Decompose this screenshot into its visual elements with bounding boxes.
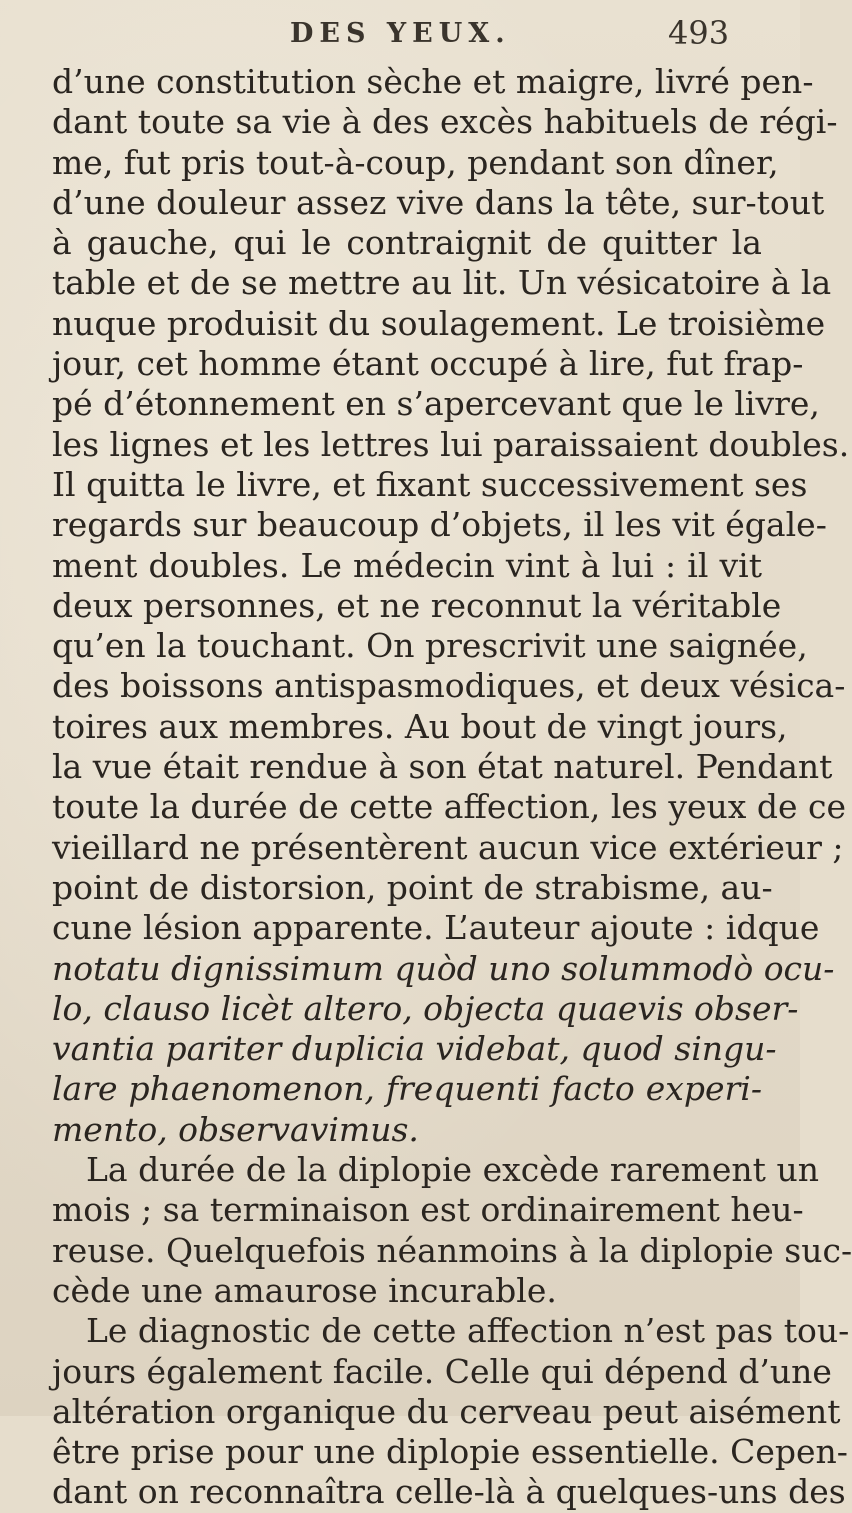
- latin-quote-line: notatu dignissimum quòd uno solummodò ocu-: [52, 948, 835, 988]
- text-line: jours également facile. Celle qui dépend d’une: [52, 1351, 832, 1391]
- text-line: être prise pour une diplopie essentielle. Cepen-: [52, 1432, 848, 1472]
- latin-quote-line: mento, observavimus.: [52, 1109, 419, 1149]
- running-head: [0, 14, 800, 54]
- text-line: altération organique du cerveau peut aisément: [52, 1391, 841, 1431]
- text-line: d’une douleur assez vive dans la tête, sur-tout: [52, 182, 825, 222]
- text-line: nuque produisit du soulagement. Le troisième: [52, 303, 826, 343]
- text-line: à gauche, qui le contraignit de quitter la: [52, 223, 762, 263]
- text-line: regards sur beaucoup d’objets, il les vit égale-: [52, 505, 827, 545]
- page-number: 493: [668, 14, 730, 52]
- text-line: Il quitta le livre, et fixant successivement ses: [52, 464, 808, 504]
- body-text: [52, 62, 852, 1513]
- text-line: dant on reconnaîtra celle-là à quelques-uns des: [52, 1472, 846, 1512]
- text-line: des boissons antispasmodiques, et deux vésica-: [52, 666, 846, 706]
- text-line: reuse. Quelquefois néanmoins à la diplopie suc-: [52, 1230, 852, 1270]
- text-line: jour, cet homme étant occupé à lire, fut frap-: [52, 344, 804, 384]
- text-line: la vue était rendue à son état naturel. Pendant: [52, 747, 833, 787]
- text-line: mois ; sa terminaison est ordinairement heu-: [52, 1190, 804, 1230]
- latin-quote-line: vantia pariter duplicia videbat, quod singu-: [52, 1029, 777, 1069]
- text-line: vieillard ne présentèrent aucun vice extérieur ;: [52, 827, 844, 867]
- text-line: toute la durée de cette affection, les yeux de ce: [52, 787, 847, 827]
- running-head-title: DES YEUX.: [290, 18, 511, 49]
- paragraph-start-line: Le diagnostic de cette affection n’est pas tou-: [86, 1311, 850, 1351]
- text-line: cune lésion apparente. L’auteur ajoute : idque: [52, 908, 820, 948]
- text-line: d’une constitution sèche et maigre, livré pen-: [52, 62, 814, 101]
- paragraph-start-line: La durée de la diplopie excède rarement un: [86, 1150, 819, 1190]
- text-line: toires aux membres. Au bout de vingt jours,: [52, 706, 788, 746]
- text-line: les lignes et les lettres lui paraissaient doubles.: [52, 424, 850, 464]
- text-line: ment doubles. Le médecin vint à lui : il vit: [52, 545, 762, 585]
- text-line: point de distorsion, point de strabisme, au-: [52, 867, 773, 907]
- text-line: me, fut pris tout-à-coup, pendant son dîner,: [52, 142, 779, 182]
- text-line: cède une amaurose incurable.: [52, 1270, 557, 1310]
- text-line: qu’en la touchant. On prescrivit une saignée,: [52, 626, 808, 666]
- text-line: dant toute sa vie à des excès habituels de régi-: [52, 102, 838, 142]
- text-line: pé d’étonnement en s’apercevant que le livre,: [52, 384, 820, 424]
- latin-quote-line: lare phaenomenon, frequenti facto experi-: [52, 1069, 762, 1109]
- text-line: table et de se mettre au lit. Un vésicatoire à la: [52, 263, 832, 303]
- text-line: deux personnes, et ne reconnut la véritable: [52, 585, 782, 625]
- latin-quote-line: lo, clauso licèt altero, objecta quaevis obser-: [52, 988, 799, 1028]
